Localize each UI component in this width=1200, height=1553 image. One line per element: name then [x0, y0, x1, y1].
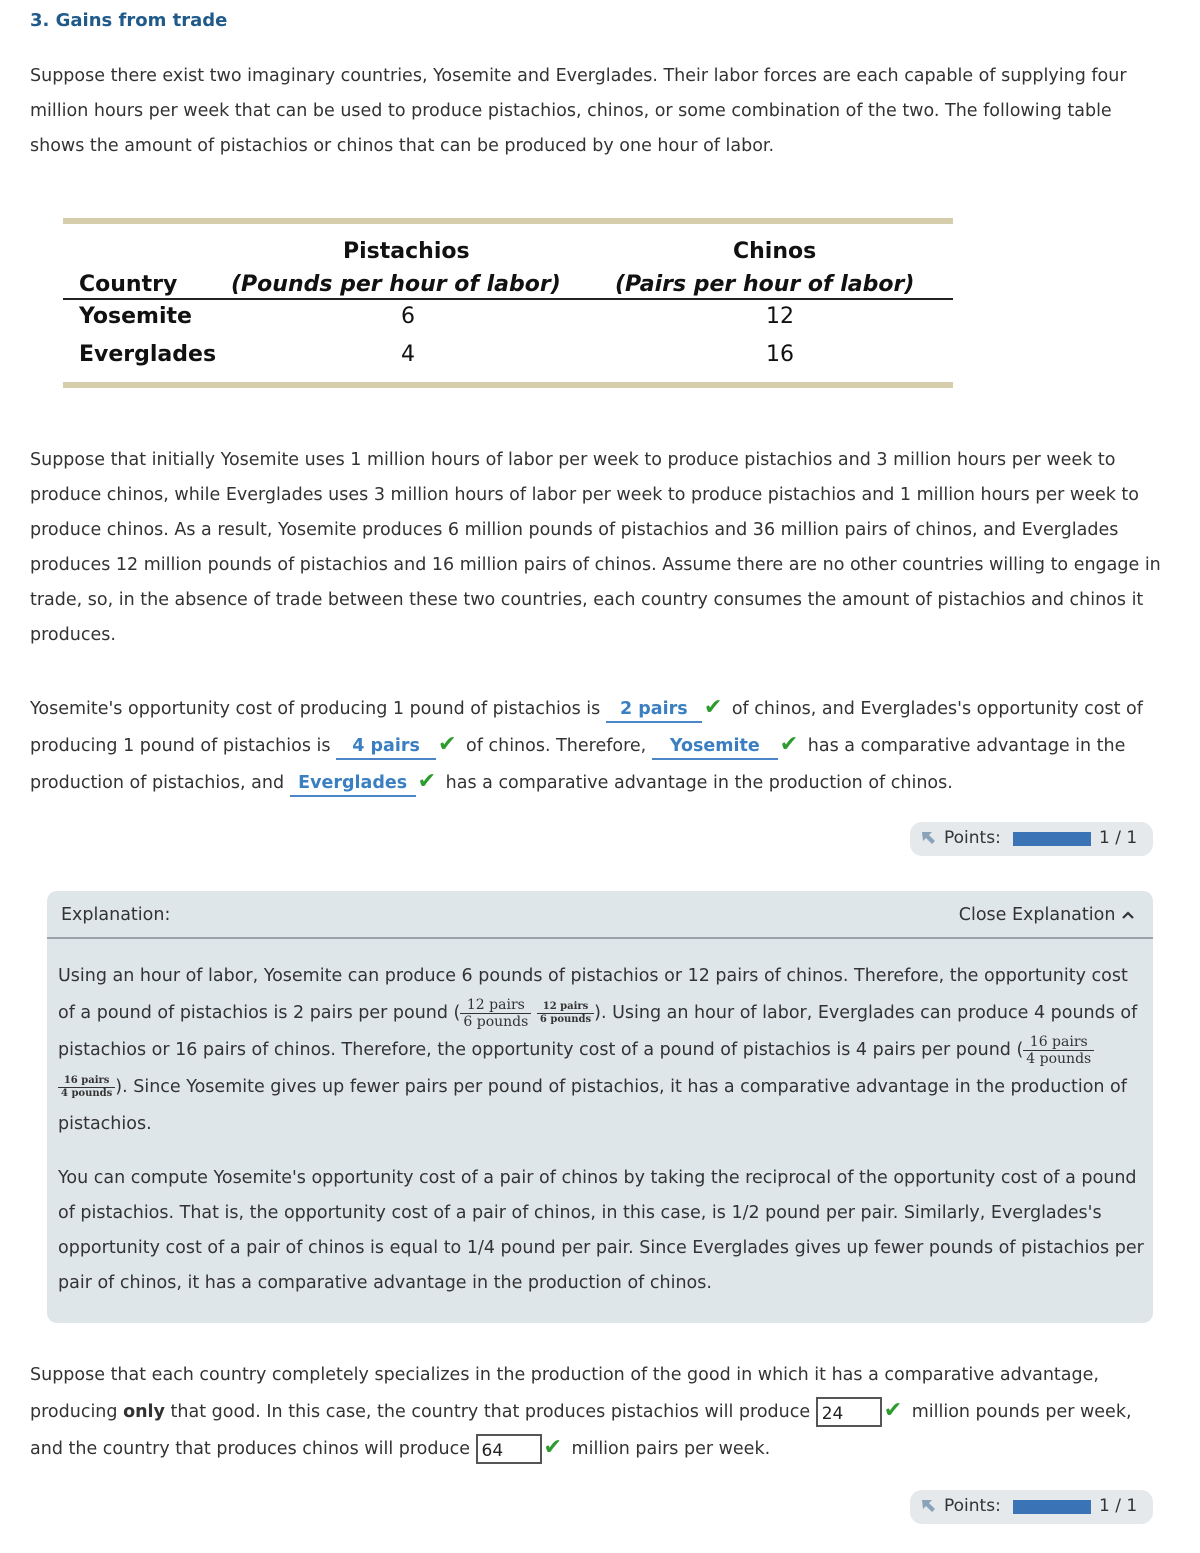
points-widget	[910, 1490, 1153, 1524]
fraction-denominator: 6 pounds	[539, 1013, 592, 1025]
fraction-numerator: 12 pairs	[460, 997, 531, 1014]
row-pistachios: 6	[401, 304, 415, 329]
header-pistachios-unit: (Pounds per hour of labor)	[231, 272, 561, 297]
scenario-paragraph: Suppose that initially Yosemite uses 1 million hours of labor per week to produce pistachios and 3 million hours per week to produce chinos, while Everglades uses 3 million hours of labor per week to produce pistachios and 1 million hours per week to produce chinos. As a result, Yosemite produces 6 million pounds of pistachios and 36 million pairs of chinos, and Everglades produces 12 million pounds of pistachios and 16 million pairs of chinos. Assume there are no other countries willing to engage in trade, so, in the absence of trade between these two countries, each country consumes the amount of pistachios and chinos it produces.	[30, 450, 1161, 645]
explanation-text: Using an hour of labor, Yosemite can produce 6 pounds of pistachios or 12 pairs of chinos. Therefore, the opportunity cost of a pound of pistachios is 2 pairs per pound (	[58, 966, 1128, 1023]
explanation-header	[47, 891, 1153, 939]
question-title: 3. Gains from trade	[30, 10, 228, 31]
row-country: Everglades	[79, 342, 217, 367]
explanation-title: Explanation:	[61, 905, 171, 925]
answer-blank-1[interactable]: 2 pairs	[606, 697, 702, 723]
points-arrow-icon	[920, 1498, 936, 1514]
fraction	[1023, 1034, 1094, 1067]
points-value: 1 / 1	[1099, 1496, 1138, 1516]
correct-check-icon: ✔	[543, 1435, 562, 1460]
points-widget	[910, 822, 1153, 856]
explanation-body	[58, 958, 1148, 1319]
q1-text: has a comparative advantage in the production of chinos.	[440, 773, 953, 793]
table-bottom-rule	[63, 382, 953, 388]
correct-check-icon: ✔	[417, 769, 437, 794]
correct-check-icon: ✔	[883, 1398, 903, 1423]
answer-blank-4[interactable]: Everglades	[290, 771, 416, 797]
question-2	[30, 1358, 1165, 1467]
chevron-up-icon	[1121, 910, 1135, 920]
table-header	[63, 224, 953, 300]
intro-paragraph: Suppose there exist two imaginary countries, Yosemite and Everglades. Their labor forces are each capable of supplying four million hours per week that can be used to produce pistachios, chinos, or some combination of the two. The following table shows the amount of pistachios or chinos that can be produced by one hour of labor.	[30, 66, 1127, 156]
close-explanation-label: Close Explanation	[958, 905, 1116, 925]
correct-check-icon: ✔	[438, 732, 457, 757]
q2-text: million pounds per week, and the country that produces chinos will produce	[30, 1402, 1132, 1459]
points-label: Points:	[944, 1496, 1001, 1516]
table-row	[63, 338, 953, 376]
points-label: Points:	[944, 828, 1001, 848]
q2-text: Suppose that each country completely specializes in the production of the good in which it has a comparative advantage, producing	[30, 1365, 1099, 1422]
explanation-paragraph	[58, 958, 1148, 1143]
q2-text: million pairs per week.	[565, 1439, 771, 1459]
fraction-denominator: 6 pounds	[463, 1013, 529, 1030]
explanation-paragraph: You can compute Yosemite's opportunity cost of a pair of chinos by taking the reciprocal of the opportunity cost of a pound of pistachios. That is, the opportunity cost of a pair of chinos, in this case, is 1/2 pound per pair. Similarly, Everglades's opportunity cost of a pair of chinos is equal to 1/4 pound per pair. Since Everglades gives up fewer pounds of pistachios per pair of chinos, it has a comparative advantage in the production of chinos.	[58, 1168, 1144, 1293]
fraction-small	[58, 1075, 115, 1100]
fraction-numerator: 16 pairs	[58, 1075, 115, 1088]
q1-text: Yosemite's opportunity cost of producing 1 pound of pistachios is	[30, 699, 606, 719]
fraction-numerator: 16 pairs	[1023, 1034, 1094, 1051]
explanation-text: ). Since Yosemite gives up fewer pairs per pound of pistachios, it has a comparative advantage in the production of pistachios.	[58, 1077, 1127, 1134]
points-arrow-icon	[920, 830, 936, 846]
table-row	[63, 300, 953, 338]
fraction-small	[537, 1001, 594, 1026]
pistachios-answer-input[interactable]: 24	[816, 1397, 882, 1427]
answer-blank-3[interactable]: Yosemite	[652, 734, 778, 760]
header-chinos: Chinos	[733, 239, 817, 264]
header-pistachios: Pistachios	[343, 239, 470, 264]
question-1	[30, 690, 1165, 801]
row-chinos: 12	[766, 304, 794, 329]
chinos-answer-input[interactable]: 64	[476, 1434, 542, 1464]
correct-check-icon: ✔	[779, 732, 799, 757]
q1-text: has a comparative advantage in the production of pistachios, and	[30, 736, 1126, 793]
correct-check-icon: ✔	[703, 695, 723, 720]
row-country: Yosemite	[79, 304, 192, 329]
q1-text: of chinos, and Everglades's opportunity cost of producing 1 pound of pistachios is	[30, 699, 1143, 756]
points-progress-bar	[1013, 1500, 1091, 1514]
points-value: 1 / 1	[1099, 828, 1138, 848]
production-table	[63, 218, 953, 388]
explanation-text: ). Using an hour of labor, Everglades can produce 4 pounds of pistachios or 16 pairs of chinos. Therefore, the opportunity cost of a pound of pistachios is 4 pairs per pound (	[58, 1003, 1138, 1060]
close-explanation-button[interactable]	[959, 905, 1135, 925]
header-country: Country	[79, 272, 178, 297]
answer-blank-2[interactable]: 4 pairs	[336, 734, 436, 760]
q1-text: of chinos. Therefore,	[460, 736, 652, 756]
fraction	[460, 997, 531, 1030]
header-chinos-unit: (Pairs per hour of labor)	[615, 272, 915, 297]
row-pistachios: 4	[401, 342, 415, 367]
q2-bold-text: only	[123, 1402, 165, 1422]
fraction-denominator: 4 pounds	[61, 1087, 113, 1099]
explanation-panel	[47, 891, 1153, 1323]
fraction-numerator: 12 pairs	[537, 1001, 594, 1014]
fraction-denominator: 4 pounds	[1026, 1050, 1092, 1067]
row-chinos: 16	[766, 342, 794, 367]
points-progress-bar	[1013, 832, 1091, 846]
q2-text: that good. In this case, the country that produces pistachios will produce	[164, 1402, 816, 1422]
